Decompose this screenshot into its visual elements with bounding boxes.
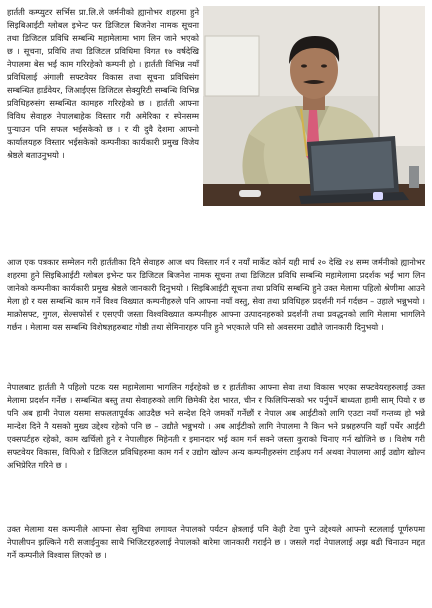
intro-paragraph: हार्तती कम्प्युटर सर्भिस प्रा.लि.ले जर्मनीको ह्यानोभर शहरमा हुने सिइबिआईटी ग्लोबल इभेन्ट फर डिजिटल बिजनेश नामक सूचना तथा डिजिटल प्रविधि सम्बन्धि महामेलामा भाग लिन जाने भएको छ । सूचना, प्रविधि तथा डिजिटल प्रविधिमा विगत १७ वर्षदेखि नेपालमा बेस भई काम गरिरहेको कम्पनी हो । हार्तती विभिन्न नयाँ प्रविधिलाई अंगाली सफ्टवेयर विकास तथा सूचना प्रविधिसंग सम्बन्धित हार्डवेयर, जिआईएस डिजिटल सेक्युरिटी सम्बन्धि विभिन्न प्रविधिहरुसंग सम्बन्धित कामहरु गरिरहेको छ । हार्तती आफ्ना विविध सेवाहरु नेपालबाहेक विस्तार गरी अमेरिका र स्पेनसम्म पुर्‍याउन पनि सफल भईसकेको छ । र यी दुवै देशमा आफ्नो कार्यालयहरु विस्तार भईसकेको कम्पनीका कार्यकारी प्रमुख विजेय श्रेष्ठले बताउनुभयो । bbox=[7, 7, 199, 160]
body-paragraph-2: नेपालबाट हार्तती नै पहिलो पटक यस महामेलामा भागलिन गईरहेको छ र हार्ततीका आफ्ना सेवा तथा विकास भएका सफ्टवेयरहरुलाई उक्त मेलामा प्रदर्शन गर्नेछ । सम्बन्धित बस्तु तथा सेवाहरुको लागि छिमेकी देश भारत, चीन र फिलिपिन्सको भर पर्नुपर्ने बाध्यता हामी साम् पियो र छ पनि अब हामी नेपाल यसमा सफलतापूर्वक आउदैछ भने सन्देश दिने जमर्को गर्नेछौं र नेपाल अब आईटीको लागि एउटा नयाँ गन्तव्य हो भन्ने मान्देश दिने नै यसको मुख्य उद्देश्य रहेको पनि छ – उद्यौते भन्नुभयो । अब आईटीको लागि नेपालमा नै किन भने प्रश्नहरुपनि यहाँ पर्थेर आईटी एक्सपर्टहरु रहेको, काम खर्चिलो हुने र नेपालीहरु मिहेनती र इमानदार भई काम गर्न सक्ने जस्ता कुराको चिनाए गर्न खोजिने छ । विशेष गरी सफ्टवेयर विकास, विपिओ र डिजिटल प्रविधिहरुमा काम गर्न र उद्योग खोल्न अन्य कम्पनीहरुसंग टाईअप गर्न अथवा नेपालमा आई उद्योग खोल्न अभिप्रेरित गरिने छ । bbox=[7, 382, 425, 470]
body-paragraph-1: आज एक पत्रकार सम्मेलन गरी हार्ततीका दिनै सेवाहरु आज थप विस्तार गर्न र नयाँ मार्केट कोर्न यही मार्च २० देखि २४ सम्म जर्मनीको ह्यानोभर शहरमा हुने सिइबिआईटी ग्लोबल इभेन्ट फर डिजिटल बिजनेश नामक सूचना तथा डिजिटल प्रविधि सम्बन्धि महामेलामा प्रदर्शक भई भाग लिन जानेको कम्पनीका कार्यकारी प्रमुख श्रेष्ठले जानकारी दिनुभयो । सिइबिआईटी सूचना तथा प्रविधि सम्बन्धि हुने उक्त मेलामा पहिलो श्रेणीमा आउने मेला हो र यस सम्बन्धि काम गर्ने विश्व विख्यात कम्पनीहरुले पनि आफ्ना नयाँ वस्तु, सेवा तथा प्रविधिहरु प्रदर्शनी गर्न गर्दछन – उहाले भन्नुभयो । माक्रोसफ्ट, गुगल, सेल्सफोर्स र एसएपी जस्ता विश्वविख्यात कम्पनीहरु आफ्ना उत्पादनहरुको प्रदर्शनी तथा प्रवद्धनको लागि मेलामा भागलिने गर्छन । मेलामा यस सम्बन्धि विशेषज्ञहरुबाट गोष्ठी तथा सेमिनारहरु पनि हुने भएकाले पनि सो अवसरमा उद्यौते जानकारी दिनुभयो । bbox=[7, 257, 425, 332]
body-paragraph-3: उक्त मेलामा यस कम्पनीले आफ्ना सेवा सुविधा लगायत नेपालको पर्यटन क्षेत्रलाई पनि केही टेवा पुग्ने उद्देश्यले आफ्नो स्टललाई पूर्णरुपमा नेपालीपन झल्किने गरी सजाईनुका साथै भिजिटरहरुलाई नेपालको बारेमा जानकारी गराईने छ । जसले गर्दा नेपाललाई अझ बढी चिनाउन मद्दत गर्ने कम्पनीले विश्वास लिएको छ । bbox=[7, 524, 425, 560]
executive-photo bbox=[203, 6, 425, 206]
person-at-desk-photo-icon bbox=[203, 6, 425, 206]
